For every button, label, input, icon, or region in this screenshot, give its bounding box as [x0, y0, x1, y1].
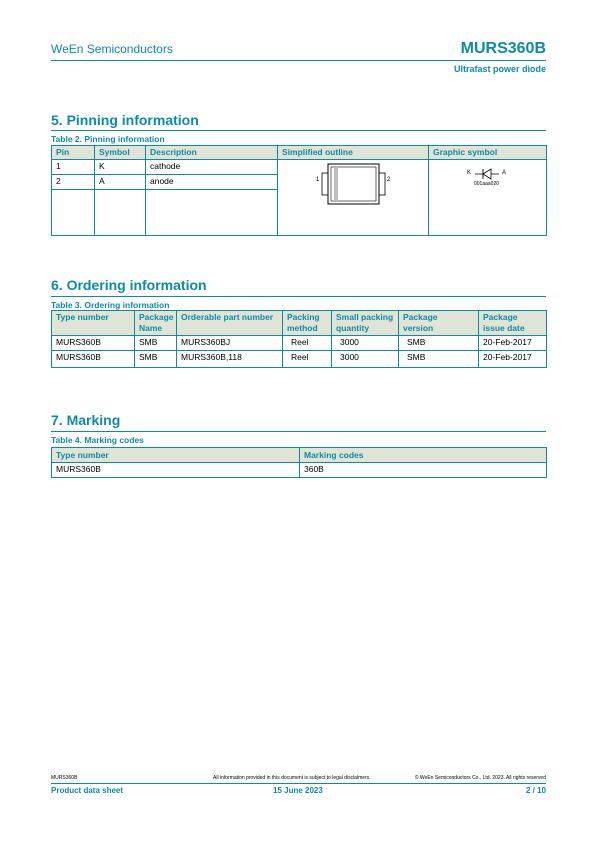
column-header: Small packing quantity	[332, 311, 399, 336]
cell-packing-quantity: 3000	[332, 351, 399, 368]
cell-package-name: SMB	[135, 336, 177, 351]
cell-description: cathode	[146, 160, 278, 175]
symbol-a-label: A	[502, 170, 507, 176]
column-header: Package version	[399, 311, 479, 336]
table-caption-ordering: Table 3. Ordering information	[51, 300, 170, 310]
table-row	[52, 463, 547, 478]
column-header: Orderable part number	[177, 311, 283, 336]
cell-packing-method: Reel	[283, 351, 332, 368]
company-name: WeEn Semiconductors	[51, 42, 173, 56]
diode-symbol-icon	[429, 160, 547, 236]
footer-divider	[51, 783, 546, 784]
table-row	[52, 160, 547, 175]
outline-pin2-label: 2	[387, 177, 391, 183]
column-header: Type number	[52, 311, 135, 336]
document-subtitle: Ultrafast power diode	[453, 64, 546, 74]
outline-pin1-label: 1	[316, 177, 320, 183]
column-header: Pin	[52, 146, 95, 160]
cell-package-version: SMB	[399, 351, 479, 368]
footer-date: 15 June 2023	[273, 786, 323, 795]
cell-description: anode	[146, 175, 278, 190]
cell-package-name: SMB	[135, 351, 177, 368]
footer-disclaimer: All information provided in this document is subject to legal disclaimers.	[213, 775, 371, 781]
column-header: Package Name	[135, 311, 177, 336]
section-title-pinning: 5. Pinning information	[51, 112, 199, 128]
table-header-row	[52, 146, 547, 160]
ordering-table	[51, 310, 547, 368]
table-row	[52, 336, 547, 351]
section-title-marking: 7. Marking	[51, 412, 121, 428]
cell-type-number: MURS360B	[52, 351, 135, 368]
cell-type-number: MURS360B	[52, 463, 300, 478]
column-header: Graphic symbol	[429, 146, 547, 160]
symbol-code: 001aaa020	[474, 181, 500, 187]
cell-marking-code: 360B	[300, 463, 547, 478]
part-number: MURS360B	[460, 40, 546, 57]
symbol-k-label: K	[467, 170, 472, 176]
table-caption-pinning: Table 2. Pinning information	[51, 134, 165, 144]
table-caption-marking: Table 4. Marking codes	[51, 435, 144, 445]
cell-packing-method: Reel	[283, 336, 332, 351]
cell-pin: 2	[52, 175, 95, 190]
cell-symbol: K	[95, 160, 146, 175]
column-header: Symbol	[95, 146, 146, 160]
column-header: Type number	[52, 448, 300, 463]
section-divider	[51, 130, 546, 131]
column-header: Marking codes	[300, 448, 547, 463]
column-header: Packing method	[283, 311, 332, 336]
pinning-table	[51, 145, 547, 236]
cell-packing-quantity: 3000	[332, 336, 399, 351]
footer-page-number: 2 / 10	[525, 786, 546, 795]
cell-package-version: SMB	[399, 336, 479, 351]
cell-pin: 1	[52, 160, 95, 175]
footer-doc-type: Product data sheet	[51, 786, 124, 795]
section-title-ordering: 6. Ordering information	[51, 277, 207, 293]
outline-cell	[278, 160, 429, 236]
footer-copyright: © WeEn Semiconductors Co., Ltd. 2023. All rights reserved	[414, 775, 546, 781]
header-divider	[51, 60, 546, 61]
column-header: Simplified outline	[278, 146, 429, 160]
marking-table	[51, 447, 547, 478]
cell-symbol: A	[95, 175, 146, 190]
column-header: Description	[146, 146, 278, 160]
graphic-symbol-cell	[429, 160, 547, 236]
cell-issue-date: 20-Feb-2017	[479, 336, 547, 351]
column-header: Package issue date	[479, 311, 547, 336]
table-row	[52, 351, 547, 368]
smb-package-outline	[278, 160, 429, 236]
table-header-row	[52, 311, 547, 336]
cell-orderable-part: MURS360BJ	[177, 336, 283, 351]
cell-issue-date: 20-Feb-2017	[479, 351, 547, 368]
section-divider	[51, 431, 546, 432]
section-divider	[51, 296, 546, 297]
cell-type-number: MURS360B	[52, 336, 135, 351]
table-header-row	[52, 448, 547, 463]
cell-orderable-part: MURS360B,118	[177, 351, 283, 368]
footer-part-number: MURS360B	[51, 775, 78, 781]
